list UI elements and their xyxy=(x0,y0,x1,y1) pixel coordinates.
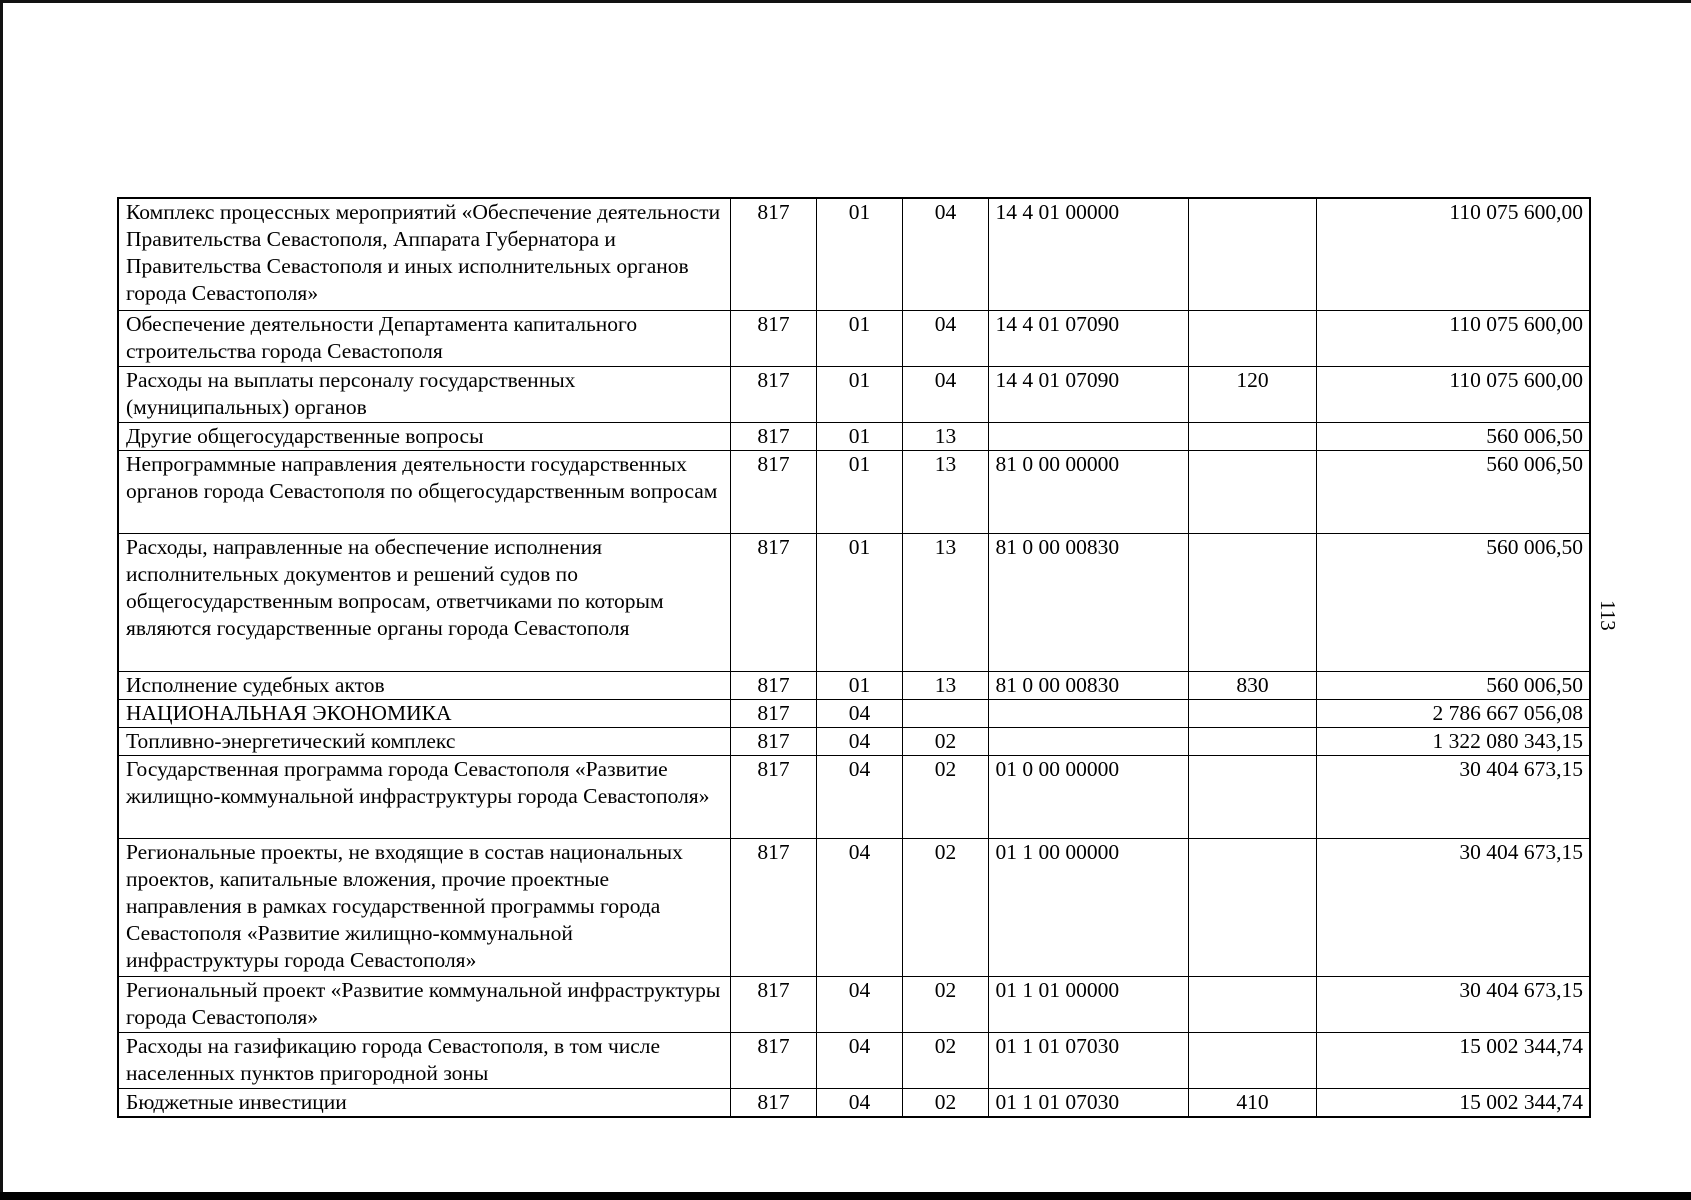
row-amount-cell: 560 006,50 xyxy=(1316,450,1590,533)
row-code-cell: 817 xyxy=(730,1088,816,1117)
row-code-cell: 817 xyxy=(730,976,816,1032)
row-section-cell: 01 xyxy=(816,533,902,671)
row-expense-type-cell xyxy=(1188,533,1316,671)
table-row xyxy=(118,976,1590,1032)
row-expense-type-cell xyxy=(1188,755,1316,838)
row-subsection-cell: 13 xyxy=(902,450,988,533)
row-section-cell: 01 xyxy=(816,198,902,310)
row-code-cell: 817 xyxy=(730,755,816,838)
row-name-cell: Региональные проекты, не входящие в состав национальных проектов, капитальные вложения, прочие проектные направления в рамках государственной программы города Севастополя «Развитие жилищно-коммунальной инфраструктуры города Севастополя» xyxy=(118,838,730,976)
row-amount-cell: 560 006,50 xyxy=(1316,671,1590,699)
table-row xyxy=(118,1032,1590,1088)
row-subsection-cell: 02 xyxy=(902,976,988,1032)
row-target-article-cell: 14 4 01 07090 xyxy=(988,310,1188,366)
row-amount-cell: 15 002 344,74 xyxy=(1316,1088,1590,1117)
row-amount-cell: 30 404 673,15 xyxy=(1316,755,1590,838)
row-amount-cell: 2 786 667 056,08 xyxy=(1316,699,1590,727)
row-subsection-cell: 02 xyxy=(902,838,988,976)
row-expense-type-cell: 410 xyxy=(1188,1088,1316,1117)
row-code-cell: 817 xyxy=(730,450,816,533)
row-subsection-cell: 04 xyxy=(902,310,988,366)
row-name-cell: Непрограммные направления деятельности государственных органов города Севастополя по общегосударственным вопросам xyxy=(118,450,730,533)
row-amount-cell: 560 006,50 xyxy=(1316,422,1590,450)
row-section-cell: 04 xyxy=(816,976,902,1032)
row-amount-cell: 110 075 600,00 xyxy=(1316,310,1590,366)
row-expense-type-cell xyxy=(1188,1032,1316,1088)
row-section-cell: 01 xyxy=(816,366,902,422)
row-target-article-cell xyxy=(988,727,1188,755)
row-section-cell: 04 xyxy=(816,1032,902,1088)
row-subsection-cell: 04 xyxy=(902,366,988,422)
row-name-cell: Расходы, направленные на обеспечение исполнения исполнительных документов и решений судов по общегосударственным вопросам, ответчиками по которым являются государственные органы города Севастополя xyxy=(118,533,730,671)
scan-edge-left xyxy=(0,0,3,1200)
row-expense-type-cell: 830 xyxy=(1188,671,1316,699)
table-row xyxy=(118,450,1590,533)
row-section-cell: 04 xyxy=(816,727,902,755)
row-name-cell: Государственная программа города Севастополя «Развитие жилищно-коммунальной инфраструктуры города Севастополя» xyxy=(118,755,730,838)
row-expense-type-cell xyxy=(1188,976,1316,1032)
row-name-cell: Региональный проект «Развитие коммунальной инфраструктуры города Севастополя» xyxy=(118,976,730,1032)
row-name-cell: Топливно-энергетический комплекс xyxy=(118,727,730,755)
table-row xyxy=(118,198,1590,310)
row-target-article-cell: 14 4 01 00000 xyxy=(988,198,1188,310)
row-target-article-cell xyxy=(988,699,1188,727)
row-amount-cell: 110 075 600,00 xyxy=(1316,366,1590,422)
row-expense-type-cell xyxy=(1188,699,1316,727)
row-code-cell: 817 xyxy=(730,198,816,310)
scan-edge-top xyxy=(0,0,1691,3)
row-section-cell: 04 xyxy=(816,838,902,976)
table-row xyxy=(118,422,1590,450)
row-target-article-cell: 14 4 01 07090 xyxy=(988,366,1188,422)
row-code-cell: 817 xyxy=(730,366,816,422)
row-code-cell: 817 xyxy=(730,838,816,976)
row-code-cell: 817 xyxy=(730,727,816,755)
row-target-article-cell xyxy=(988,422,1188,450)
row-amount-cell: 1 322 080 343,15 xyxy=(1316,727,1590,755)
row-name-cell: НАЦИОНАЛЬНАЯ ЭКОНОМИКА xyxy=(118,699,730,727)
row-target-article-cell: 01 1 01 00000 xyxy=(988,976,1188,1032)
row-target-article-cell: 01 1 01 07030 xyxy=(988,1088,1188,1117)
row-code-cell: 817 xyxy=(730,533,816,671)
table-row xyxy=(118,727,1590,755)
row-section-cell: 04 xyxy=(816,755,902,838)
row-expense-type-cell xyxy=(1188,310,1316,366)
row-section-cell: 01 xyxy=(816,450,902,533)
row-subsection-cell: 13 xyxy=(902,533,988,671)
table-row xyxy=(118,1088,1590,1117)
row-section-cell: 04 xyxy=(816,699,902,727)
row-expense-type-cell xyxy=(1188,422,1316,450)
table-row xyxy=(118,533,1590,671)
row-code-cell: 817 xyxy=(730,699,816,727)
row-amount-cell: 110 075 600,00 xyxy=(1316,198,1590,310)
row-name-cell: Расходы на выплаты персоналу государственных (муниципальных) органов xyxy=(118,366,730,422)
row-name-cell: Исполнение судебных актов xyxy=(118,671,730,699)
row-target-article-cell: 01 1 00 00000 xyxy=(988,838,1188,976)
row-name-cell: Расходы на газификацию города Севастополя, в том числе населенных пунктов пригородной зоны xyxy=(118,1032,730,1088)
row-target-article-cell: 81 0 00 00830 xyxy=(988,533,1188,671)
row-name-cell: Обеспечение деятельности Департамента капитального строительства города Севастополя xyxy=(118,310,730,366)
row-code-cell: 817 xyxy=(730,1032,816,1088)
row-target-article-cell: 81 0 00 00000 xyxy=(988,450,1188,533)
row-subsection-cell: 02 xyxy=(902,727,988,755)
row-expense-type-cell xyxy=(1188,727,1316,755)
row-section-cell: 01 xyxy=(816,310,902,366)
row-subsection-cell: 02 xyxy=(902,1088,988,1117)
row-amount-cell: 560 006,50 xyxy=(1316,533,1590,671)
row-target-article-cell: 81 0 00 00830 xyxy=(988,671,1188,699)
table-row xyxy=(118,310,1590,366)
row-target-article-cell: 01 0 00 00000 xyxy=(988,755,1188,838)
row-subsection-cell: 02 xyxy=(902,1032,988,1088)
row-section-cell: 01 xyxy=(816,422,902,450)
row-expense-type-cell: 120 xyxy=(1188,366,1316,422)
row-section-cell: 01 xyxy=(816,671,902,699)
row-expense-type-cell xyxy=(1188,450,1316,533)
row-amount-cell: 30 404 673,15 xyxy=(1316,976,1590,1032)
table-row xyxy=(118,755,1590,838)
row-code-cell: 817 xyxy=(730,310,816,366)
row-target-article-cell: 01 1 01 07030 xyxy=(988,1032,1188,1088)
row-expense-type-cell xyxy=(1188,198,1316,310)
scan-edge-bottom xyxy=(0,1192,1691,1200)
page-number: 113 xyxy=(1596,600,1620,631)
table-row xyxy=(118,699,1590,727)
row-amount-cell: 15 002 344,74 xyxy=(1316,1032,1590,1088)
table-row xyxy=(118,671,1590,699)
row-subsection-cell xyxy=(902,699,988,727)
row-code-cell: 817 xyxy=(730,671,816,699)
row-subsection-cell: 13 xyxy=(902,671,988,699)
row-name-cell: Комплекс процессных мероприятий «Обеспечение деятельности Правительства Севастополя, Аппарата Губернатора и Правительства Севастополя и иных исполнительных органов города Севастополя» xyxy=(118,198,730,310)
row-name-cell: Другие общегосударственные вопросы xyxy=(118,422,730,450)
row-subsection-cell: 04 xyxy=(902,198,988,310)
row-amount-cell: 30 404 673,15 xyxy=(1316,838,1590,976)
row-subsection-cell: 13 xyxy=(902,422,988,450)
row-section-cell: 04 xyxy=(816,1088,902,1117)
row-name-cell: Бюджетные инвестиции xyxy=(118,1088,730,1117)
row-expense-type-cell xyxy=(1188,838,1316,976)
table-row xyxy=(118,838,1590,976)
table-row xyxy=(118,366,1590,422)
table-body xyxy=(118,198,1590,1117)
row-subsection-cell: 02 xyxy=(902,755,988,838)
row-code-cell: 817 xyxy=(730,422,816,450)
budget-table xyxy=(117,197,1591,1118)
